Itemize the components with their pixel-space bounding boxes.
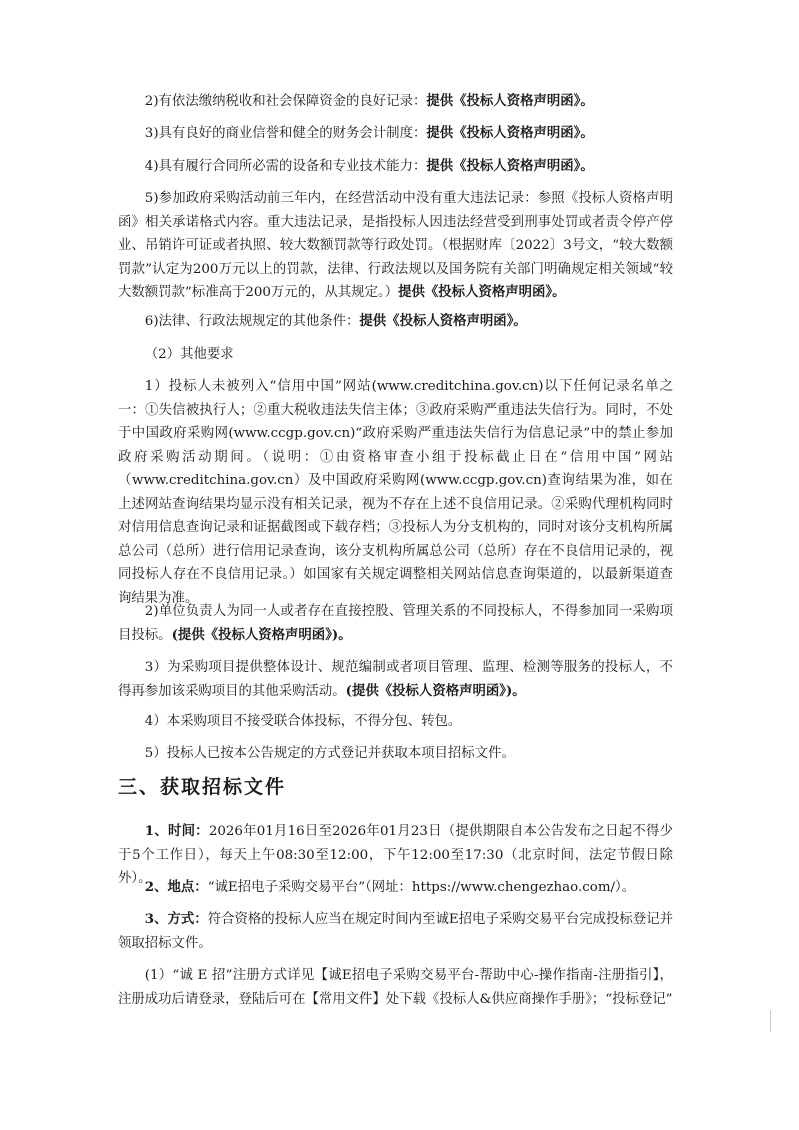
section-heading: 三、获取招标文件 xyxy=(118,776,287,798)
other-requirement-1: 1）投标人未被列入“信用中国”网站(www.creditchina.gov.cn)以下任何记录名单之一：①失信被执行人；②重大税收违法失信主体；③政府采购严重违法失信行为。同时，不处于中国政府采购网(www.ccgp.gov.cn)“政府采购严重违法失信行为信息记录”中的禁止参加政府采购活动期间。（说明：①由资格审查小组于投标截止日在“信用中国”网站（www.creditchina.gov.cn）及中国政府采购网(www.ccgp.gov.cn)查询结果为准，如在上述网站查询结果均显示没有相关记录，视为不存在上述不良信用记录。②采购代理机构同时对信用信息查询记录和证据截图或下载存档；③投标人为分支机构的，同时对该分支机构所属总公司（总所）进行信用记录查询，该分支机构所属总公司（总所）存在不良信用记录的，视同投标人存在不良信用记录。）如国家有关规定调整相关网站信息查询渠道的，以最新渠道查询结果为准。 xyxy=(118,379,673,606)
acquisition-location-text: “诚E招电子采购交易平台”（网址：https://www.chengezhao.com/）。 xyxy=(207,880,636,895)
requirement-2 xyxy=(118,90,673,114)
requirement-3-provide: 提供《投标人资格声明函》。 xyxy=(426,125,594,141)
requirement-5-text: 5)参加政府采购活动前三年内，在经营活动中没有重大违法记录：参照《投标人资格声明函》相关承诺格式内容。重大违法记录，是指投标人因违法经营受到刑事处罚或者责令停产停业、吊销许可证或者执照、较大数额罚款等行政处罚。（根据财库〔2022〕3号文，“较大数额罚款”认定为200万元以上的罚款，法律、行政法规以及国务院有关部门明确规定相关领域“较大数额罚款”标准高于200万元的，从其规定。） xyxy=(118,191,673,300)
other-requirement-3 xyxy=(118,656,673,703)
acquisition-time-text: 2026年01月16日至2026年01月23日（提供期限自本公告发布之日起不得少于5个工作日），每天上午08:30至12:00，下午12:00至17:30（北京时间，法定节假日除外）。 xyxy=(118,824,674,886)
other-requirement-2 xyxy=(118,600,673,647)
acquisition-time-label: 1、时间： xyxy=(144,823,209,839)
requirement-2-text: 2)有依法缴纳税收和社会保障资金的良好记录： xyxy=(144,94,427,109)
other-requirement-3-provide: (提供《投标人资格声明函》)。 xyxy=(345,682,526,699)
requirement-6-text: 6)法律、行政法规规定的其他条件： xyxy=(144,314,360,329)
other-requirements-heading: （2）其他要求 xyxy=(144,347,234,362)
requirement-4 xyxy=(118,155,673,179)
registration-note: (1）“诚 E 招”注册方式详见【诚E招电子采购交易平台-帮助中心-操作指南-注册指引】，注册成功后请登录，登陆后可在【常用文件】处下载《投标人&供应商操作手册》；“投标登记” xyxy=(118,968,673,1007)
acquisition-method-label: 3、方式： xyxy=(144,911,208,927)
requirement-6-provide: 提供《投标人资格声明函》。 xyxy=(359,313,527,329)
requirement-5-provide: 提供《投标人资格声明函》。 xyxy=(398,284,566,300)
requirement-6 xyxy=(118,310,673,334)
requirement-3 xyxy=(118,122,673,146)
other-requirement-2-text: 2)单位负责人为同一人或者存在直接控股、管理关系的不同投标人，不得参加同一采购项目投标。 xyxy=(118,604,673,643)
requirement-4-text: 4)具有履行合同所必需的设备和专业技术能力： xyxy=(144,159,427,174)
other-requirement-4: 4）本采购项目不接受联合体投标，不得分包、转包。 xyxy=(144,714,462,729)
other-requirement-2-provide: (提供《投标人资格声明函》)。 xyxy=(171,626,352,643)
acquisition-location-label: 2、地点： xyxy=(144,879,208,895)
requirement-2-provide: 提供《投标人资格声明函》。 xyxy=(426,93,594,109)
other-requirement-5: 5）投标人已按本公告规定的方式登记并获取本项目招标文件。 xyxy=(144,746,515,761)
acquisition-method xyxy=(118,908,673,955)
acquisition-location xyxy=(118,876,673,900)
requirement-5 xyxy=(118,187,673,305)
acquisition-method-text: 符合资格的投标人应当在规定时间内至诚E招电子采购交易平台完成投标登记并领取招标文件。 xyxy=(118,912,673,951)
requirement-4-provide: 提供《投标人资格声明函》。 xyxy=(426,158,594,174)
scan-edge-mark xyxy=(770,1010,777,1032)
requirement-3-text: 3)具有良好的商业信誉和健全的财务会计制度： xyxy=(144,126,427,141)
other-requirement-3-text: 3）为采购项目提供整体设计、规范编制或者项目管理、监理、检测等服务的投标人，不得再参加该采购项目的其他采购活动。 xyxy=(118,660,673,699)
